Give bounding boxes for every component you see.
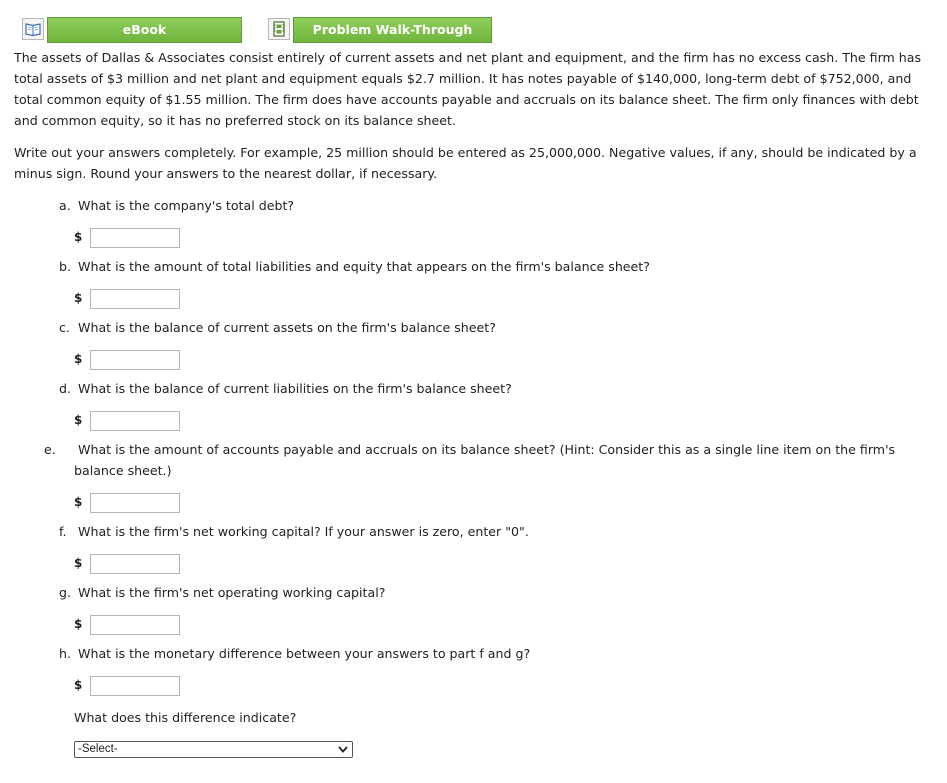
answer-f-input[interactable] — [90, 554, 180, 574]
book-icon[interactable] — [22, 18, 44, 40]
question-text: What is the balance of current liabilities on the firm's balance sheet? — [78, 381, 512, 396]
instructions: Write out your answers completely. For example, 25 million should be entered as 25,000,000. Negative values, if any, should be indicated by a minus sign. Round your answers to the nearest dollar, if necessary. — [14, 145, 917, 181]
answer-g-input[interactable] — [90, 615, 180, 635]
difference-select[interactable] — [74, 741, 353, 758]
question-letter: d. — [59, 381, 71, 396]
currency-symbol: $ — [74, 352, 83, 366]
currency-symbol: $ — [74, 556, 83, 570]
question-letter: g. — [59, 585, 71, 600]
question-letter: h. — [59, 646, 71, 661]
ebook-button[interactable]: eBook — [47, 17, 242, 43]
question-letter: e. — [44, 442, 56, 457]
answer-c-input[interactable] — [90, 350, 180, 370]
question-g — [59, 582, 929, 603]
problem-walkthrough-button[interactable]: Problem Walk-Through — [293, 17, 492, 43]
question-text: What is the firm's net working capital? If your answer is zero, enter "0". — [78, 524, 529, 539]
question-letter: c. — [59, 320, 70, 335]
film-icon[interactable] — [268, 18, 290, 40]
question-letter: f. — [59, 524, 67, 539]
question-c — [59, 317, 929, 338]
question-b — [59, 256, 929, 277]
question-text: What is the amount of accounts payable and accruals on its balance sheet? (Hint: Consider this as a single line item on the firm's balance sheet.) — [74, 442, 896, 478]
problem-statement: The assets of Dallas & Associates consist entirely of current assets and net plant and equipment, and the firm has no excess cash. The firm has total assets of $3 million and net plant and equipment equals $2.7 million. It has notes payable of $140,000, long-term debt of $752,000, and total common equity of $1.55 million. The firm does have accounts payable and accruals on its balance sheet. The firm only finances with debt and common equity, so it has no preferred stock on its balance sheet. — [14, 50, 922, 128]
currency-symbol: $ — [74, 291, 83, 305]
currency-symbol: $ — [74, 678, 83, 692]
currency-symbol: $ — [74, 495, 83, 509]
question-letter: a. — [59, 198, 71, 213]
question-letter: b. — [59, 259, 71, 274]
currency-symbol: $ — [74, 230, 83, 244]
question-a — [59, 195, 929, 216]
answer-a-input[interactable] — [90, 228, 180, 248]
question-h — [59, 643, 929, 664]
answer-e-input[interactable] — [90, 493, 180, 513]
difference-select-value: -Select- — [78, 743, 118, 755]
question-text: What is the company's total debt? — [78, 198, 295, 213]
question-f — [59, 521, 929, 542]
question-e — [44, 439, 929, 481]
answer-d-input[interactable] — [90, 411, 180, 431]
question-text: What is the balance of current assets on the firm's balance sheet? — [78, 320, 496, 335]
answer-h-input[interactable] — [90, 676, 180, 696]
question-text: What is the amount of total liabilities and equity that appears on the firm's balance sheet? — [78, 259, 650, 274]
question-text: What is the firm's net operating working capital? — [78, 585, 386, 600]
question-d — [59, 378, 929, 399]
difference-prompt: What does this difference indicate? — [74, 710, 297, 725]
answer-b-input[interactable] — [90, 289, 180, 309]
currency-symbol: $ — [74, 413, 83, 427]
currency-symbol: $ — [74, 617, 83, 631]
chevron-down-icon — [337, 742, 349, 757]
question-text: What is the monetary difference between your answers to part f and g? — [78, 646, 531, 661]
